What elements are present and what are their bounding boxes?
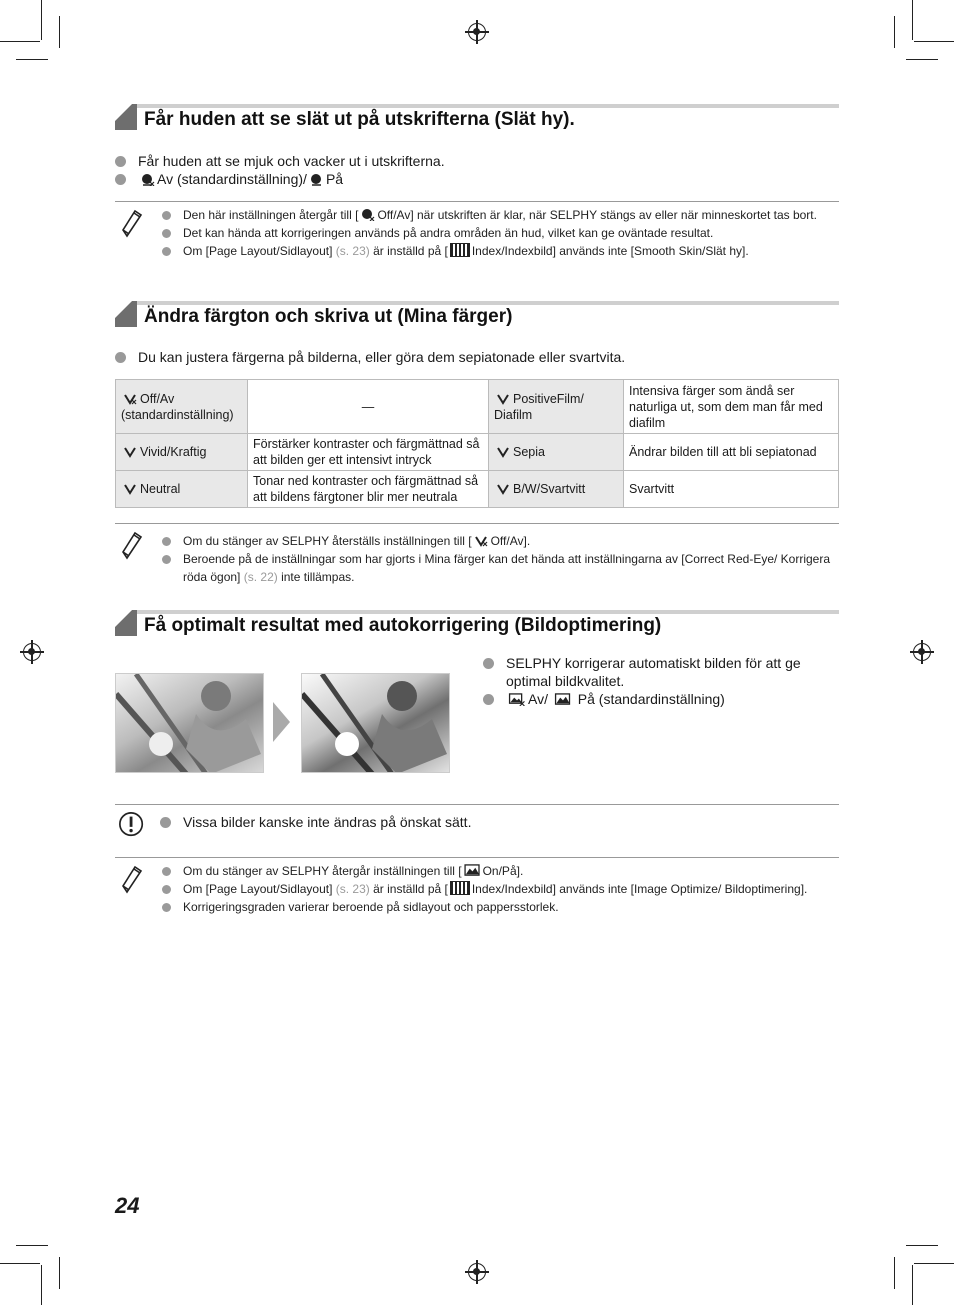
table-cell: Intensiva färger som ändå ser naturliga ut, som dem man får med diafilm [624, 380, 839, 434]
my-colors-icon [496, 445, 511, 458]
section-title: Får huden att se slät ut på utskrifterna (Slät hy). [144, 109, 575, 130]
table-row [116, 380, 839, 434]
page-reference: (s. 23) [335, 244, 370, 258]
crop-mark [16, 1245, 48, 1246]
registration-mark [468, 1263, 486, 1281]
crop-mark [16, 59, 48, 60]
note-item: Den här inställningen återgår till [ Off/Av] när utskriften är klar, när SELPHY stängs av eller när minneskortet tas bort. [160, 206, 839, 224]
section-heading [115, 104, 839, 132]
note-box [115, 857, 839, 937]
page-reference: (s. 23) [335, 882, 370, 896]
index-grid-icon [450, 243, 470, 257]
table-cell: Vivid/Kraftig [116, 434, 248, 471]
my-colors-off-icon [474, 534, 489, 547]
image-optimize-on-icon [554, 693, 572, 706]
section-my-colors [115, 301, 839, 366]
crop-mark [0, 1263, 40, 1264]
smooth-skin-off-icon [140, 173, 155, 186]
table-cell: — [248, 380, 489, 434]
caution-box [115, 804, 839, 858]
crop-mark [914, 1263, 954, 1264]
table-cell: Neutral [116, 471, 248, 508]
section-heading [115, 610, 839, 638]
table-cell: Ändrar bilden till att bli sepiatonad [624, 434, 839, 471]
section-heading [115, 301, 839, 329]
heading-tab-icon [115, 104, 137, 130]
photo-girl-swing-image [116, 674, 264, 773]
image-optimize-off-icon [508, 693, 526, 706]
heading-tab-icon [115, 301, 137, 327]
section-image-optimize [115, 610, 839, 638]
page-reference: (s. 22) [243, 570, 278, 584]
note-item: Det kan hända att korrigeringen används på andra områden än hud, vilket kan ge oväntade resultat. [160, 224, 839, 242]
crop-mark [912, 1265, 913, 1305]
section-smooth-skin [115, 104, 839, 188]
table-cell: Förstärker kontraster och färgmättnad så att bilden ger ett intensivt intryck [248, 434, 489, 471]
note-item: Beroende på de inställningar som har gjorts i Mina färger kan det hända att inställningarna av [Correct Red-Eye/ Korrigera röda ögon] (s. 22) inte tillämpas. [160, 550, 839, 586]
caution-icon [118, 811, 146, 839]
registration-mark [913, 643, 931, 661]
note-item: Om [Page Layout/Sidlayout] (s. 23) är inställd på [ Index/Indexbild] används inte [Smooth Skin/Slät hy]. [160, 242, 839, 260]
pencil-icon [120, 864, 144, 894]
page-number: 24 [115, 1193, 140, 1218]
list-item: Av (standardinställning)/ På [115, 170, 839, 188]
pencil-icon [120, 530, 144, 560]
note-box [115, 523, 839, 593]
list-item: SELPHY korrigerar automatiskt bilden för att ge optimal bildkvalitet. [483, 654, 839, 690]
crop-mark [912, 0, 913, 40]
photo-girl-swing-image [302, 674, 450, 773]
registration-mark [23, 643, 41, 661]
pencil-icon [120, 208, 144, 238]
my-colors-table [115, 379, 839, 508]
smooth-skin-on-icon [309, 173, 324, 186]
note-item: Om du stänger av SELPHY återgår inställningen till [ On/På]. [160, 862, 839, 880]
photo-after [301, 673, 450, 773]
crop-mark [906, 1245, 938, 1246]
table-cell: Off/Av (standardinställning) [116, 380, 248, 434]
crop-mark [59, 1257, 60, 1289]
list-item: Av/ På (standardinställning) [483, 690, 839, 708]
crop-mark [59, 16, 60, 48]
my-colors-icon [123, 392, 138, 405]
index-grid-icon [450, 881, 470, 895]
table-cell: B/W/Svartvitt [489, 471, 624, 508]
my-colors-icon [123, 482, 138, 495]
crop-mark [41, 0, 42, 40]
crop-mark [41, 1265, 42, 1305]
table-cell: Svartvitt [624, 471, 839, 508]
crop-mark [894, 1257, 895, 1289]
my-colors-icon [496, 392, 511, 405]
image-optimize-on-icon [464, 864, 481, 877]
smooth-skin-off-icon [360, 208, 375, 221]
registration-mark [468, 23, 486, 41]
list-item: Du kan justera färgerna på bilderna, eller göra dem sepiatonade eller svartvita. [115, 348, 839, 366]
table-cell: Tonar ned kontraster och färgmättnad så att bildens färgtoner blir mer neutrala [248, 471, 489, 508]
my-colors-icon [123, 445, 138, 458]
table-row [116, 434, 839, 471]
photo-before [115, 673, 264, 773]
note-item: Om du stänger av SELPHY återställs inställningen till [ Off/Av]. [160, 532, 839, 550]
table-cell: PositiveFilm/ Diafilm [489, 380, 624, 434]
heading-tab-icon [115, 610, 137, 636]
section-title: Få optimalt resultat med autokorrigering (Bildoptimering) [144, 615, 662, 636]
caution-item: Vissa bilder kanske inte ändras på önskat sätt. [160, 813, 839, 831]
crop-mark [0, 41, 40, 42]
arrow-right-icon [273, 702, 290, 742]
crop-mark [906, 59, 938, 60]
my-colors-icon [496, 482, 511, 495]
note-item: Om [Page Layout/Sidlayout] (s. 23) är inställd på [ Index/Indexbild] används inte [Image Optimize/ Bildoptimering]. [160, 880, 839, 898]
section-title: Ändra färgton och skriva ut (Mina färger) [144, 306, 513, 327]
note-box [115, 201, 839, 287]
list-item: Får huden att se mjuk och vacker ut i utskrifterna. [115, 152, 839, 170]
crop-mark [914, 41, 954, 42]
table-cell: Sepia [489, 434, 624, 471]
table-row [116, 471, 839, 508]
crop-mark [894, 16, 895, 48]
note-item: Korrigeringsgraden varierar beroende på sidlayout och pappersstorlek. [160, 898, 839, 916]
